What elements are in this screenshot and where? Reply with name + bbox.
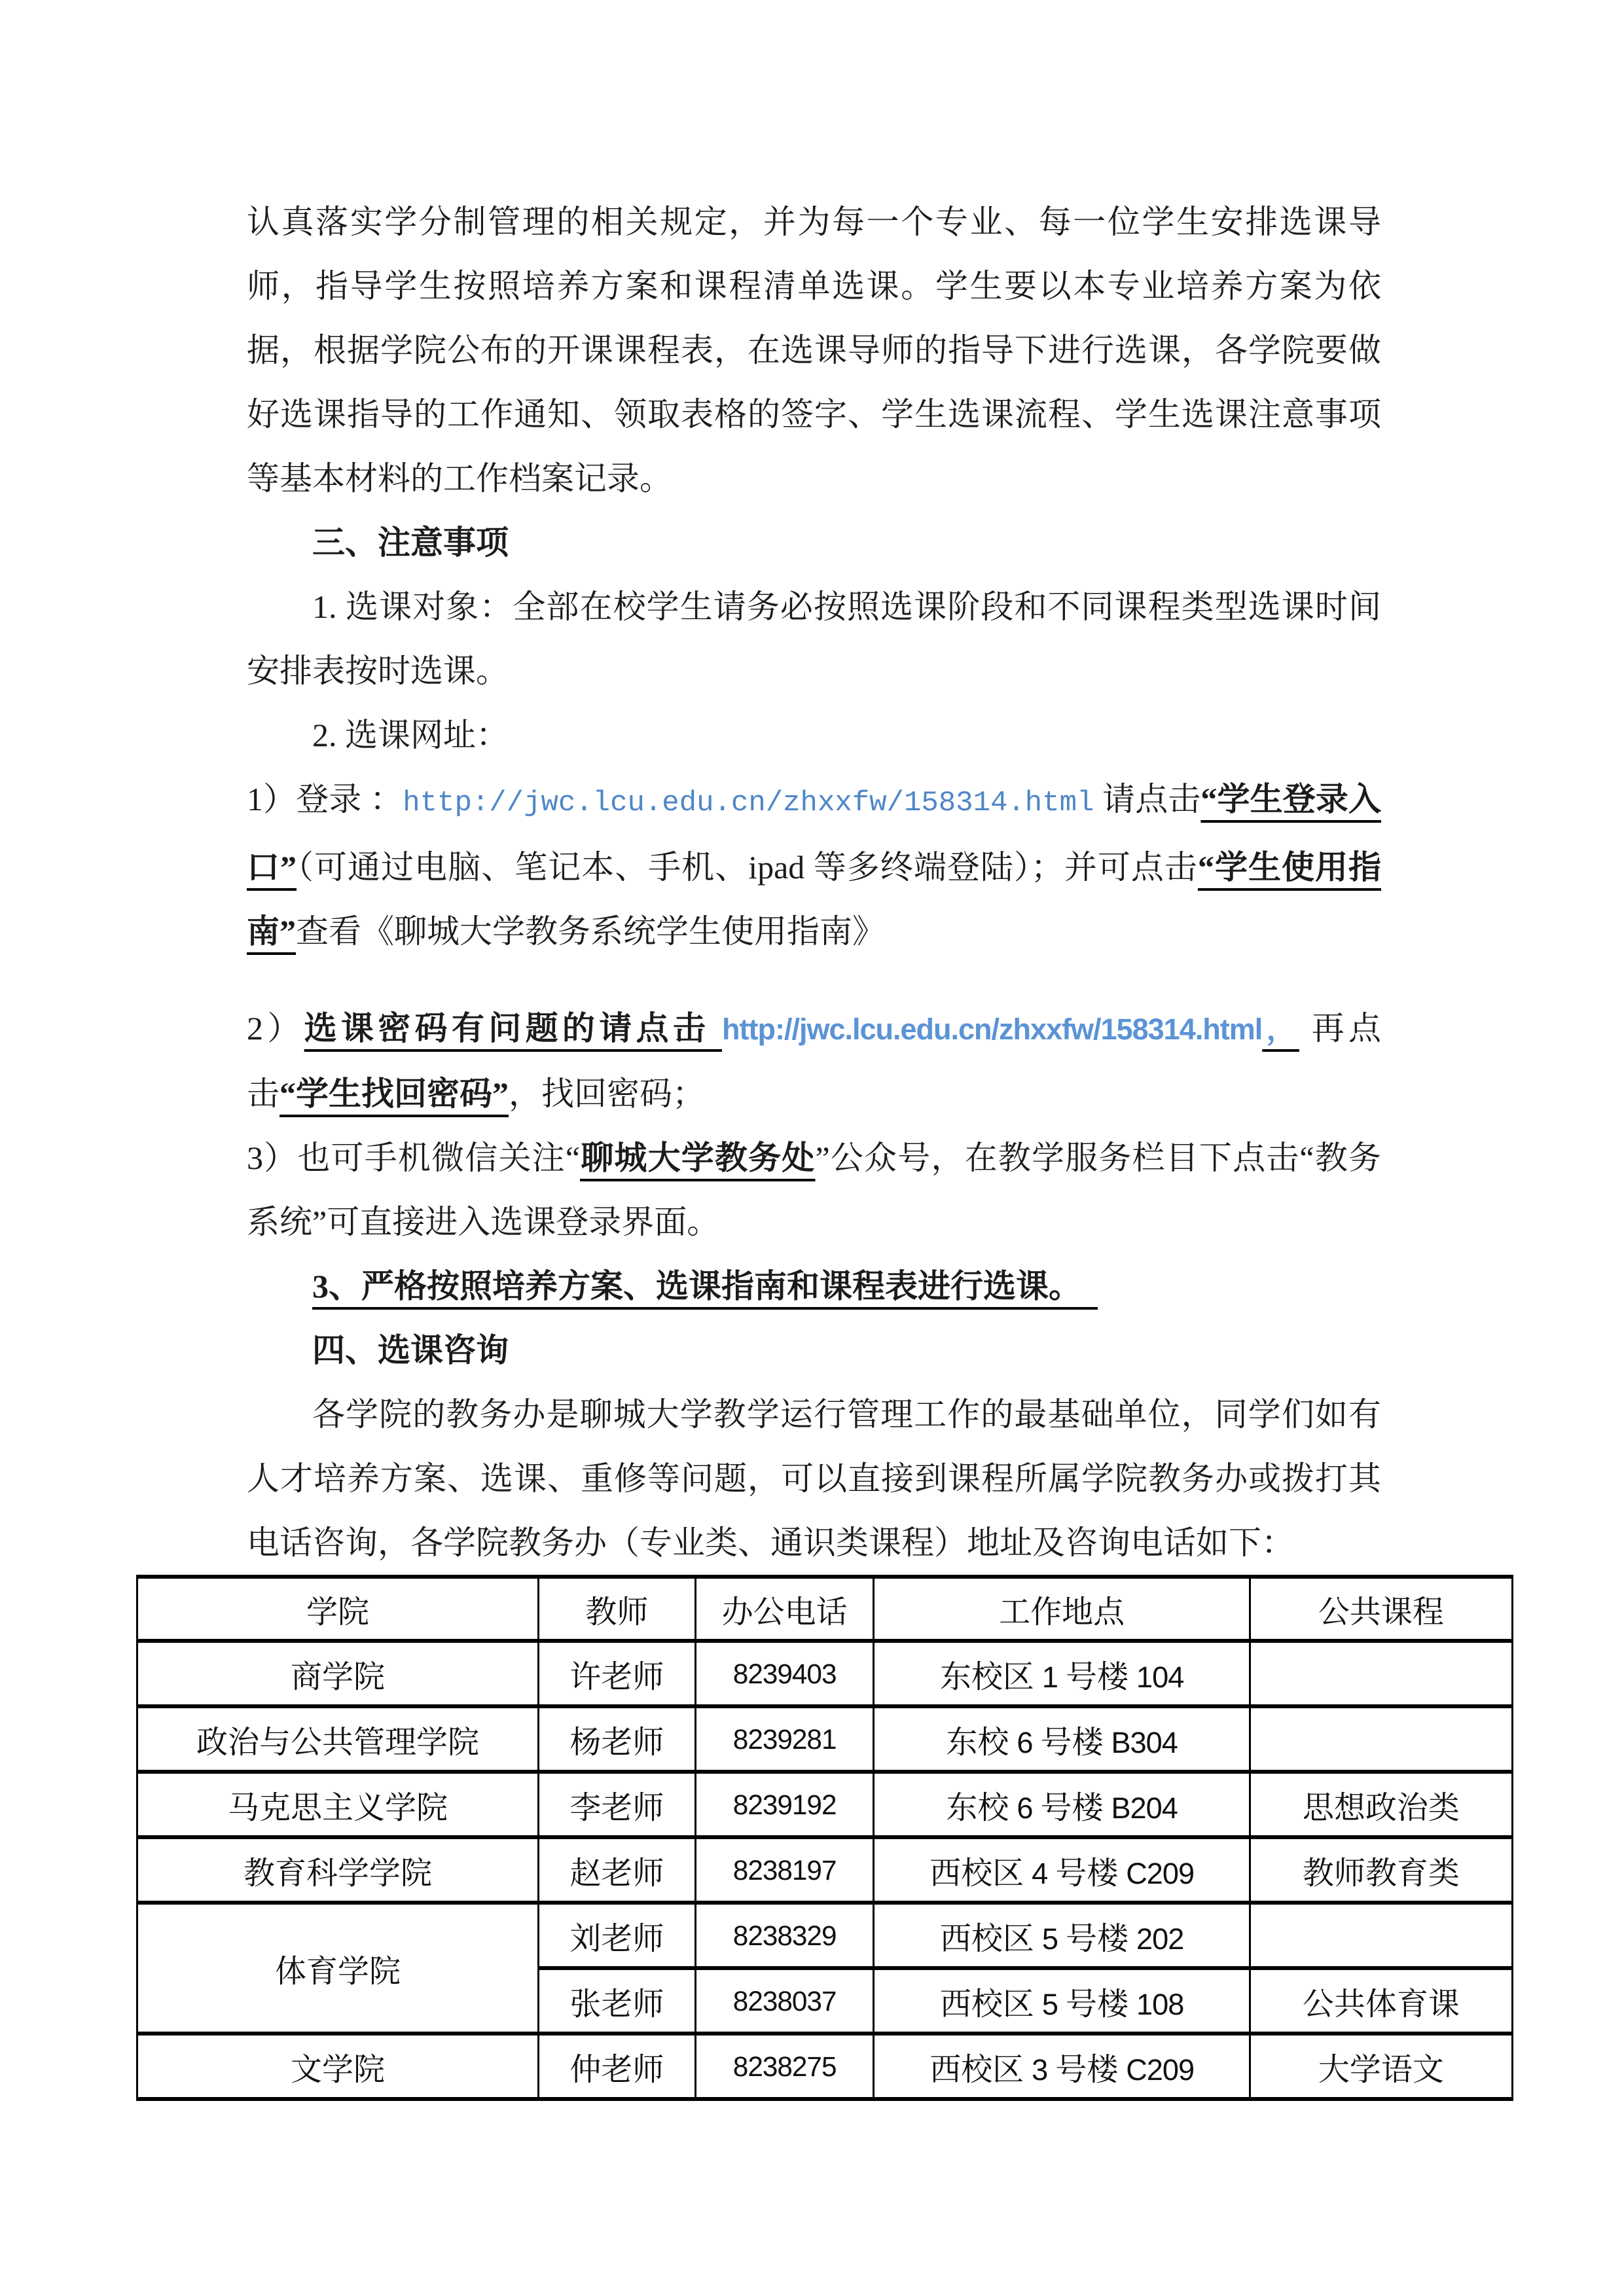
- paragraph-note-1: [247, 575, 1381, 703]
- table-cell: 东校区 1 号楼 104: [874, 1641, 1250, 1706]
- latin-text: 5: [1041, 1922, 1058, 1956]
- text-run: 1. 选课对象：全部在校学生请务必按照选课阶段和不同课程类型选课时间安排表按时选课。: [247, 588, 1381, 689]
- text-run: 2. 选课网址：: [312, 717, 509, 753]
- table-cell: [1250, 1641, 1512, 1706]
- table-row: [137, 1837, 1513, 1903]
- latin-text: 8238329: [732, 1920, 837, 1951]
- table-header-cell: 工作地点: [874, 1577, 1250, 1641]
- table-cell: 杨老师: [539, 1706, 696, 1772]
- table-cell: 西校区 3 号楼 C209: [874, 2034, 1250, 2099]
- text-run: 选课密码有问题的请点击: [304, 1010, 723, 1047]
- paragraph-password-help: [247, 996, 1381, 1126]
- table-cell: [695, 1837, 874, 1903]
- latin-text: 8239192: [732, 1789, 837, 1820]
- table-cell: 教师教育类: [1250, 1837, 1512, 1903]
- text-run: （可通过电脑、笔记本、手机、ipad 等多终端登陆）；并可点击: [297, 849, 1198, 886]
- table-cell: 西校区 5 号楼 202: [874, 1903, 1250, 1968]
- text-run: ，找回密码；: [509, 1075, 705, 1112]
- table-cell: [695, 1706, 874, 1772]
- table-cell: 思想政治类: [1250, 1772, 1512, 1837]
- contact-table-wrapper: [136, 1575, 1513, 2101]
- paragraph-consultation-info: [247, 1382, 1381, 1575]
- table-cell: 政治与公共管理学院: [137, 1706, 539, 1772]
- latin-text: B204: [1111, 1791, 1178, 1825]
- text-run: “学生找回密码”: [280, 1075, 509, 1112]
- latin-text: 4: [1032, 1856, 1048, 1890]
- table-cell: 张老师: [539, 1968, 696, 2034]
- table-cell: [695, 1641, 874, 1706]
- paragraph-note-2: [247, 703, 1381, 767]
- text-run: 聊城大学教务处: [580, 1139, 816, 1176]
- table-cell: [1250, 1903, 1512, 1968]
- text-run: ，: [1262, 1013, 1299, 1046]
- text-run: 2）: [247, 1010, 304, 1047]
- text-run: ”公众号，在教学服务栏目下点击“教务系统”可直接进入选课登录界面。: [247, 1139, 1381, 1240]
- table-cell: 文学院: [137, 2034, 539, 2099]
- latin-text: 5: [1041, 1987, 1058, 2021]
- table-cell: [695, 2034, 874, 2099]
- table-cell: 西校区 4 号楼 C209: [874, 1837, 1250, 1903]
- latin-text: 3: [1032, 2053, 1048, 2087]
- table-cell: 大学语文: [1250, 2034, 1512, 2099]
- table-cell: 西校区 5 号楼 108: [874, 1968, 1250, 2034]
- course-selection-url-link[interactable]: http://jwc.lcu.edu.cn/zhxxfw/158314.html: [403, 787, 1094, 819]
- paragraph-login-url: [247, 767, 1381, 963]
- latin-text: 1: [1041, 1660, 1058, 1694]
- table-header-row: [137, 1577, 1513, 1641]
- table-cell: 东校 6 号楼 B304: [874, 1706, 1250, 1772]
- table-row: [137, 1903, 1513, 1968]
- password-help-url-link[interactable]: http://jwc.lcu.edu.cn/zhxxfw/158314.html: [722, 1013, 1263, 1046]
- table-cell: [695, 1903, 874, 1968]
- table-cell: 公共体育课: [1250, 1968, 1512, 2034]
- table-cell: 商学院: [137, 1641, 539, 1706]
- table-cell: 许老师: [539, 1641, 696, 1706]
- text-run: 请点击: [1094, 781, 1201, 817]
- latin-text: 6: [1017, 1725, 1033, 1759]
- text-run: 3）也可手机微信关注“: [247, 1139, 581, 1176]
- table-row: [137, 1772, 1513, 1837]
- table-header-cell: 办公电话: [695, 1577, 874, 1641]
- table-cell: 刘老师: [539, 1903, 696, 1968]
- table-cell: 马克思主义学院: [137, 1772, 539, 1837]
- latin-text: 8238037: [732, 1986, 837, 2017]
- latin-text: 104: [1136, 1660, 1184, 1694]
- table-row: [137, 1641, 1513, 1706]
- text-run: 3、严格按照培养方案、选课指南和课程表进行选课。: [312, 1268, 1098, 1304]
- text-run: 查看《聊城大学教务系统学生使用指南》: [296, 913, 885, 950]
- paragraph-credit-system: [247, 190, 1381, 511]
- table-cell: [695, 1968, 874, 2034]
- table-row: [137, 1706, 1513, 1772]
- table-cell: [695, 1772, 874, 1837]
- latin-text: C209: [1126, 1856, 1195, 1890]
- text-run: “学生使用指南”: [247, 849, 1381, 950]
- heading-notes: [247, 511, 1381, 575]
- table-header-cell: 教师: [539, 1577, 696, 1641]
- latin-text: 8239281: [732, 1724, 837, 1755]
- table-cell: 李老师: [539, 1772, 696, 1837]
- text-run: 1）登录 ：: [247, 781, 403, 817]
- latin-text: 8239403: [732, 1659, 837, 1689]
- latin-text: 108: [1136, 1987, 1184, 2021]
- text-run: 四、选课咨询: [312, 1332, 509, 1369]
- latin-text: 6: [1017, 1791, 1033, 1825]
- paragraph-wechat: [247, 1126, 1381, 1254]
- latin-text: C209: [1126, 2053, 1195, 2087]
- latin-text: 8238275: [732, 2051, 837, 2082]
- table-cell: 体育学院: [137, 1903, 539, 2034]
- table-cell: 教育科学学院: [137, 1837, 539, 1903]
- text-run: 再点击: [247, 1010, 1382, 1112]
- table-row: [137, 2034, 1513, 2099]
- text-run: 认真落实学分制管理的相关规定，并为每一个专业、每一位学生安排选课导师，指导学生按照培养方案和课程清单选课。学生要以本专业培养方案为依据，根据学院公布的开课课程表，在选课导师的指导下进行选课，各学院要做好选课指导的工作通知、领取表格的签字、学生选课流程、学生选课注意事项等基本材料的工作档案记录。: [247, 204, 1381, 497]
- text-run: 各学院的教务办是聊城大学教学运行管理工作的最基础单位，同学们如有人才培养方案、选课、重修等问题，可以直接到课程所属学院教务办或拨打其电话咨询，各学院教务办（专业类、通识类课程）地址及咨询电话如下：: [247, 1396, 1381, 1561]
- table-header-cell: 学院: [137, 1577, 539, 1641]
- text-run: 三、注意事项: [312, 524, 509, 561]
- contact-table: [136, 1575, 1513, 2101]
- latin-text: B304: [1111, 1725, 1178, 1759]
- table-cell: 东校 6 号楼 B204: [874, 1772, 1250, 1837]
- table-header-cell: 公共课程: [1250, 1577, 1512, 1641]
- text-run: “学生登录入口”: [247, 781, 1382, 886]
- latin-text: 8238197: [732, 1855, 837, 1886]
- paragraph-strict-rule: [247, 1254, 1381, 1318]
- heading-consultation: [247, 1318, 1381, 1382]
- latin-text: 202: [1136, 1922, 1184, 1956]
- table-cell: 赵老师: [539, 1837, 696, 1903]
- table-cell: 仲老师: [539, 2034, 696, 2099]
- table-cell: [1250, 1706, 1512, 1772]
